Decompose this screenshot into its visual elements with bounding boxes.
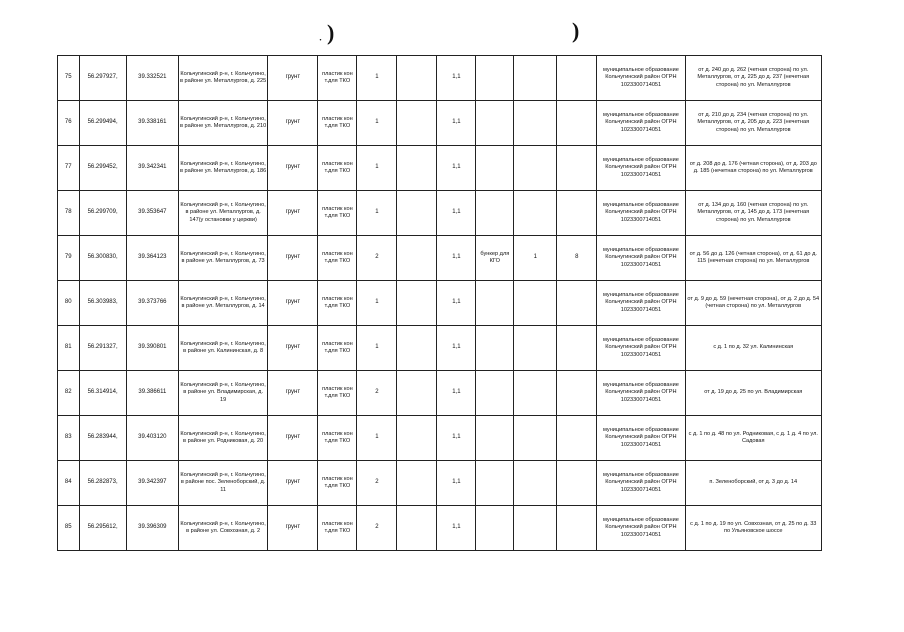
surface-cell: грунт bbox=[268, 236, 318, 281]
row-number-cell: 81 bbox=[58, 326, 80, 371]
surface-cell: грунт bbox=[268, 416, 318, 461]
container-count-cell: 2 bbox=[357, 371, 397, 416]
service-area-cell: от д. 208 до д. 176 (четная сторона), от д. 203 до д. 185 (нечетная сторона) по ул. Металлургов bbox=[685, 146, 821, 191]
container-volume-cell: 1,1 bbox=[437, 371, 476, 416]
owner-cell: муниципальное образование Кольчугинский район ОГРН 1023300714051 bbox=[597, 56, 685, 101]
latitude-cell: 56.300830, bbox=[79, 236, 126, 281]
container-count-cell: 2 bbox=[357, 506, 397, 551]
service-area-cell: от д. 210 до д. 234 (четная сторона) по ул. Металлургов, от д. 205 до д. 223 (нечетная сторона) по ул. Металлургов bbox=[685, 101, 821, 146]
empty-cell bbox=[397, 461, 437, 506]
service-area-cell: п. Зеленоборский, от д. 3 до д. 14 bbox=[685, 461, 821, 506]
kgo-count-cell bbox=[514, 461, 557, 506]
container-volume-cell: 1,1 bbox=[437, 101, 476, 146]
surface-cell: грунт bbox=[268, 461, 318, 506]
address-cell: Кольчугинский р-н, г. Кольчугино, в районе ул. Родниковая, д. 20 bbox=[179, 416, 268, 461]
kgo-volume-cell: 8 bbox=[557, 236, 597, 281]
row-number-cell: 78 bbox=[58, 191, 80, 236]
container-type-cell: пластик кон т.для ТКО bbox=[318, 56, 357, 101]
kgo-count-cell bbox=[514, 506, 557, 551]
container-count-cell: 1 bbox=[357, 281, 397, 326]
container-type-cell: пластик кон т.для ТКО bbox=[318, 416, 357, 461]
table-row bbox=[58, 461, 822, 506]
owner-cell: муниципальное образование Кольчугинский район ОГРН 1023300714051 bbox=[597, 146, 685, 191]
table-row bbox=[58, 371, 822, 416]
table-row bbox=[58, 281, 822, 326]
longitude-cell: 39.342397 bbox=[126, 461, 178, 506]
surface-cell: грунт bbox=[268, 326, 318, 371]
container-volume-cell: 1,1 bbox=[437, 416, 476, 461]
owner-cell: муниципальное образование Кольчугинский район ОГРН 1023300714051 bbox=[597, 461, 685, 506]
container-volume-cell: 1,1 bbox=[437, 56, 476, 101]
address-cell: Кольчугинский р-н, г. Кольчугино, в районе ул. Калининская, д. 8 bbox=[179, 326, 268, 371]
row-number-cell: 79 bbox=[58, 236, 80, 281]
empty-cell bbox=[397, 416, 437, 461]
container-count-cell: 2 bbox=[357, 461, 397, 506]
kgo-count-cell bbox=[514, 56, 557, 101]
kgo-count-cell: 1 bbox=[514, 236, 557, 281]
empty-cell bbox=[397, 371, 437, 416]
empty-cell bbox=[397, 326, 437, 371]
empty-cell bbox=[397, 281, 437, 326]
latitude-cell: 56.291327, bbox=[79, 326, 126, 371]
kgo-count-cell bbox=[514, 146, 557, 191]
kgo-container-type-cell bbox=[476, 146, 514, 191]
owner-cell: муниципальное образование Кольчугинский район ОГРН 1023300714051 bbox=[597, 281, 685, 326]
owner-cell: муниципальное образование Кольчугинский район ОГРН 1023300714051 bbox=[597, 506, 685, 551]
longitude-cell: 39.364123 bbox=[126, 236, 178, 281]
kgo-container-type-cell bbox=[476, 506, 514, 551]
container-type-cell: пластик кон т.для ТКО bbox=[318, 461, 357, 506]
longitude-cell: 39.386611 bbox=[126, 371, 178, 416]
row-number-cell: 82 bbox=[58, 371, 80, 416]
address-cell: Кольчугинский р-н, г. Кольчугино, в районе ул. Металлургов, д. 225 bbox=[179, 56, 268, 101]
address-cell: Кольчугинский р-н, г. Кольчугино, в районе ул. Металлургов, д. 73 bbox=[179, 236, 268, 281]
container-type-cell: пластик кон т.для ТКО bbox=[318, 281, 357, 326]
surface-cell: грунт bbox=[268, 191, 318, 236]
row-number-cell: 80 bbox=[58, 281, 80, 326]
table-row bbox=[58, 191, 822, 236]
page-mark-left bbox=[319, 20, 335, 45]
surface-cell: грунт bbox=[268, 281, 318, 326]
longitude-cell: 39.342341 bbox=[126, 146, 178, 191]
container-count-cell: 1 bbox=[357, 191, 397, 236]
longitude-cell: 39.338161 bbox=[126, 101, 178, 146]
service-area-cell: с д. 1 по д. 48 по ул. Родниковая, с д. 1 д. 4 по ул. Садовая bbox=[685, 416, 821, 461]
page-mark-dot: · bbox=[319, 35, 323, 45]
table-row bbox=[58, 326, 822, 371]
service-area-cell: от д. 9 до д. 59 (нечетная сторона), от д. 2 до д. 54 (четная сторона) по ул. Металлургов bbox=[685, 281, 821, 326]
latitude-cell: 56.295612, bbox=[79, 506, 126, 551]
row-number-cell: 84 bbox=[58, 461, 80, 506]
owner-cell: муниципальное образование Кольчугинский район ОГРН 1023300714051 bbox=[597, 236, 685, 281]
latitude-cell: 56.303983, bbox=[79, 281, 126, 326]
latitude-cell: 56.282873, bbox=[79, 461, 126, 506]
latitude-cell: 56.283944, bbox=[79, 416, 126, 461]
service-area-cell: с д. 1 по д. 19 по ул. Совхозная, от д. 25 по д. 33 по Ульяновское шоссе bbox=[685, 506, 821, 551]
kgo-count-cell bbox=[514, 416, 557, 461]
service-area-cell: с д. 1 по д. 32 ул. Калининская bbox=[685, 326, 821, 371]
row-number-cell: 76 bbox=[58, 101, 80, 146]
container-type-cell: пластик кон т.для ТКО bbox=[318, 101, 357, 146]
longitude-cell: 39.353647 bbox=[126, 191, 178, 236]
kgo-container-type-cell bbox=[476, 461, 514, 506]
page-mark-left-glyph: ) bbox=[327, 20, 335, 45]
container-count-cell: 1 bbox=[357, 416, 397, 461]
empty-cell bbox=[397, 56, 437, 101]
address-cell: Кольчугинский р-н, г. Кольчугино, в районе ул. Металлургов, д. 147(у остановки у церкви) bbox=[179, 191, 268, 236]
kgo-count-cell bbox=[514, 326, 557, 371]
container-count-cell: 1 bbox=[357, 146, 397, 191]
surface-cell: грунт bbox=[268, 506, 318, 551]
address-cell: Кольчугинский р-н, г. Кольчугино, в районе ул. Металлургов, д. 186 bbox=[179, 146, 268, 191]
container-count-cell: 1 bbox=[357, 101, 397, 146]
container-volume-cell: 1,1 bbox=[437, 506, 476, 551]
longitude-cell: 39.403120 bbox=[126, 416, 178, 461]
container-type-cell: пластик кон т.для ТКО bbox=[318, 146, 357, 191]
owner-cell: муниципальное образование Кольчугинский район ОГРН 1023300714051 bbox=[597, 191, 685, 236]
service-area-cell: от д. 240 до д. 262 (четная сторона) по ул. Металлургов, от д. 225 до д. 237 (нечетная сторона) по ул. Металлургов bbox=[685, 56, 821, 101]
kgo-volume-cell bbox=[557, 146, 597, 191]
page-mark-right: ) bbox=[572, 18, 580, 43]
container-sites-table bbox=[57, 55, 822, 551]
kgo-volume-cell bbox=[557, 101, 597, 146]
table-row bbox=[58, 101, 822, 146]
table-row bbox=[58, 236, 822, 281]
owner-cell: муниципальное образование Кольчугинский район ОГРН 1023300714051 bbox=[597, 101, 685, 146]
container-volume-cell: 1,1 bbox=[437, 461, 476, 506]
container-type-cell: пластик кон т.для ТКО bbox=[318, 191, 357, 236]
container-type-cell: пластик кон т.для ТКО bbox=[318, 236, 357, 281]
container-volume-cell: 1,1 bbox=[437, 191, 476, 236]
latitude-cell: 56.297927, bbox=[79, 56, 126, 101]
service-area-cell: от д. 134 до д. 160 (четная сторона) по ул. Металлургов, от д. 145 до д. 173 (нечетная сторона) по ул. Металлургов bbox=[685, 191, 821, 236]
kgo-volume-cell bbox=[557, 326, 597, 371]
empty-cell bbox=[397, 101, 437, 146]
container-type-cell: пластик кон т.для ТКО bbox=[318, 371, 357, 416]
kgo-container-type-cell bbox=[476, 56, 514, 101]
kgo-volume-cell bbox=[557, 191, 597, 236]
kgo-count-cell bbox=[514, 101, 557, 146]
latitude-cell: 56.299452, bbox=[79, 146, 126, 191]
kgo-container-type-cell bbox=[476, 191, 514, 236]
table-row bbox=[58, 506, 822, 551]
service-area-cell: от д. 19 до д. 25 по ул. Владимирская bbox=[685, 371, 821, 416]
kgo-volume-cell bbox=[557, 281, 597, 326]
kgo-volume-cell bbox=[557, 461, 597, 506]
row-number-cell: 77 bbox=[58, 146, 80, 191]
kgo-volume-cell bbox=[557, 56, 597, 101]
longitude-cell: 39.373766 bbox=[126, 281, 178, 326]
kgo-volume-cell bbox=[557, 416, 597, 461]
latitude-cell: 56.299494, bbox=[79, 101, 126, 146]
kgo-container-type-cell bbox=[476, 371, 514, 416]
empty-cell bbox=[397, 236, 437, 281]
container-volume-cell: 1,1 bbox=[437, 236, 476, 281]
kgo-volume-cell bbox=[557, 371, 597, 416]
empty-cell bbox=[397, 191, 437, 236]
kgo-container-type-cell bbox=[476, 326, 514, 371]
longitude-cell: 39.332521 bbox=[126, 56, 178, 101]
kgo-count-cell bbox=[514, 281, 557, 326]
surface-cell: грунт bbox=[268, 146, 318, 191]
kgo-volume-cell bbox=[557, 506, 597, 551]
kgo-container-type-cell bbox=[476, 416, 514, 461]
latitude-cell: 56.314914, bbox=[79, 371, 126, 416]
table-row bbox=[58, 56, 822, 101]
longitude-cell: 39.396309 bbox=[126, 506, 178, 551]
container-type-cell: пластик кон т.для ТКО bbox=[318, 506, 357, 551]
address-cell: Кольчугинский р-н, г. Кольчугино, в районе ул. Металлургов, д. 14 bbox=[179, 281, 268, 326]
service-area-cell: от д. 56 до д. 126 (четная сторона), от д. 61 до д. 115 (нечетная сторона) по ул. Металлургов bbox=[685, 236, 821, 281]
container-count-cell: 2 bbox=[357, 236, 397, 281]
table-body bbox=[58, 56, 822, 551]
latitude-cell: 56.299709, bbox=[79, 191, 126, 236]
address-cell: Кольчугинский р-н, г. Кольчугино, в районе ул. Совхозная, д. 2 bbox=[179, 506, 268, 551]
address-cell: Кольчугинский р-н, г. Кольчугино, в районе пос. Зеленоборский, д. 11 bbox=[179, 461, 268, 506]
kgo-container-type-cell: бункер для КГО bbox=[476, 236, 514, 281]
address-cell: Кольчугинский р-н, г. Кольчугино, в районе ул. Металлургов, д. 210 bbox=[179, 101, 268, 146]
container-count-cell: 1 bbox=[357, 326, 397, 371]
kgo-container-type-cell bbox=[476, 101, 514, 146]
table-row bbox=[58, 146, 822, 191]
kgo-container-type-cell bbox=[476, 281, 514, 326]
longitude-cell: 39.390801 bbox=[126, 326, 178, 371]
owner-cell: муниципальное образование Кольчугинский район ОГРН 1023300714051 bbox=[597, 371, 685, 416]
surface-cell: грунт bbox=[268, 371, 318, 416]
surface-cell: грунт bbox=[268, 101, 318, 146]
container-volume-cell: 1,1 bbox=[437, 281, 476, 326]
owner-cell: муниципальное образование Кольчугинский район ОГРН 1023300714051 bbox=[597, 416, 685, 461]
container-volume-cell: 1,1 bbox=[437, 326, 476, 371]
empty-cell bbox=[397, 506, 437, 551]
table-row bbox=[58, 416, 822, 461]
surface-cell: грунт bbox=[268, 56, 318, 101]
row-number-cell: 75 bbox=[58, 56, 80, 101]
container-type-cell: пластик кон т.для ТКО bbox=[318, 326, 357, 371]
empty-cell bbox=[397, 146, 437, 191]
address-cell: Кольчугинский р-н, г. Кольчугино, в районе ул. Владимирская, д. 19 bbox=[179, 371, 268, 416]
container-volume-cell: 1,1 bbox=[437, 146, 476, 191]
kgo-count-cell bbox=[514, 191, 557, 236]
owner-cell: муниципальное образование Кольчугинский район ОГРН 1023300714051 bbox=[597, 326, 685, 371]
kgo-count-cell bbox=[514, 371, 557, 416]
container-count-cell: 1 bbox=[357, 56, 397, 101]
row-number-cell: 85 bbox=[58, 506, 80, 551]
row-number-cell: 83 bbox=[58, 416, 80, 461]
